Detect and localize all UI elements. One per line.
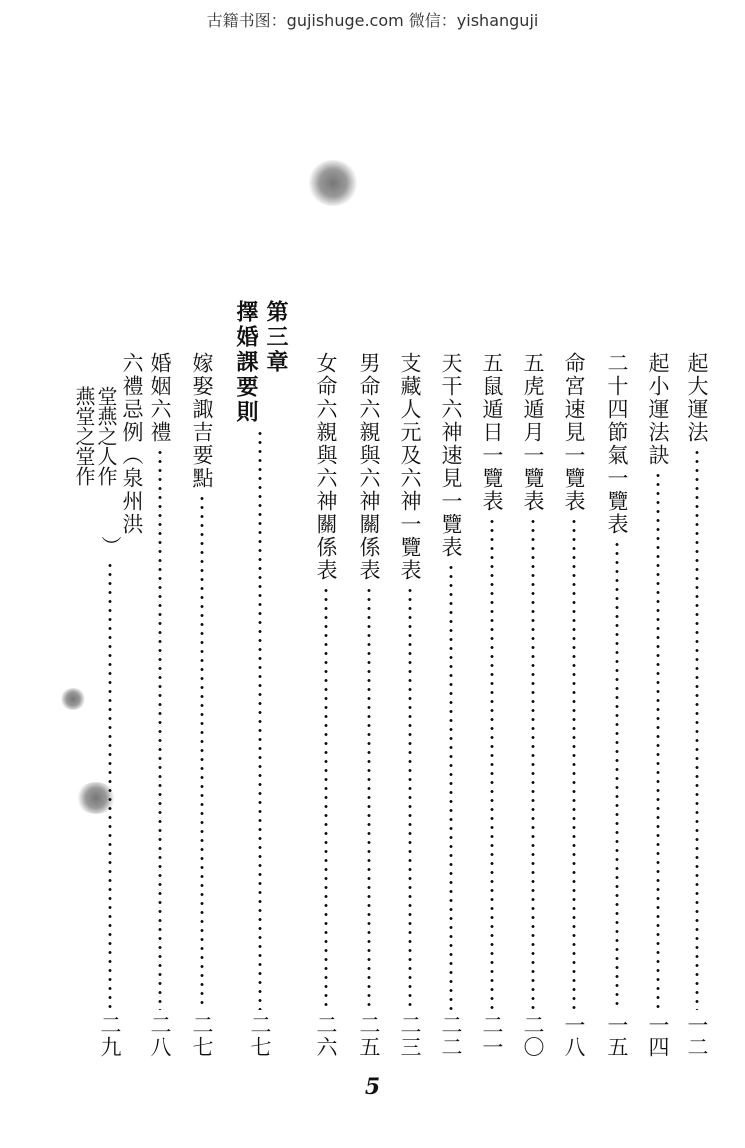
toc-entry[interactable] [309, 352, 343, 1058]
toc-entry-title: 五鼠遁日一覽表 [480, 352, 504, 513]
toc-entry[interactable] [680, 352, 714, 1058]
dot-leader [615, 540, 619, 1010]
toc-entry[interactable] [475, 352, 509, 1058]
toc-entry-title: 男命六親與六神關係表 [357, 352, 381, 582]
chapter-page: 二七 [248, 1014, 272, 1058]
toc-entry-page: 一五 [605, 1014, 629, 1058]
page-number: 5 [364, 1074, 381, 1100]
closing-paren: ） [98, 536, 122, 557]
toc-entry-title: 五虎遁月一覽表 [521, 352, 545, 513]
toc-entry[interactable] [72, 352, 144, 1058]
dot-leader [695, 448, 699, 1010]
dot-leader [324, 586, 328, 1010]
toc-entry-title: 命宮速見一覽表 [562, 352, 586, 513]
toc-entry-page: 二三 [398, 1014, 422, 1058]
toc-entry[interactable] [352, 352, 386, 1058]
annotation-right: 堂燕之人作 [94, 386, 118, 486]
watermark-text: 古籍书图：gujishuge.com 微信：yishanguji [206, 11, 539, 30]
toc-entry[interactable] [600, 352, 634, 1058]
dot-leader [200, 494, 204, 1010]
toc-entry-page: 二五 [357, 1014, 381, 1058]
toc-entry-page: 二六 [314, 1014, 338, 1058]
toc-entry-page: 二一 [480, 1014, 504, 1058]
toc-entry-annotation [73, 386, 117, 486]
dot-leader [449, 563, 453, 1010]
toc-entry-title-group [73, 352, 147, 536]
chapter-title [230, 300, 290, 425]
dot-leader [408, 586, 412, 1010]
toc-entry-page: 二二 [439, 1014, 463, 1058]
dot-leader [490, 517, 494, 1010]
toc-entry-page: 二七 [190, 1014, 214, 1058]
toc-entry-page: 一四 [646, 1014, 670, 1058]
toc-entry[interactable] [434, 352, 468, 1058]
toc-entry[interactable] [641, 352, 675, 1058]
dot-leader [158, 448, 162, 1010]
ink-smudge [60, 688, 86, 710]
toc-entry-title: 天干六神速見一覽表 [439, 352, 463, 559]
toc-entry-page: 一二 [685, 1014, 709, 1058]
dot-leader [531, 517, 535, 1010]
toc-entry[interactable] [393, 352, 427, 1058]
toc-entry[interactable] [185, 352, 219, 1058]
toc-entry-title: 二十四節氣一覽表 [605, 352, 629, 536]
chapter-heading[interactable] [233, 300, 288, 1058]
toc-entry-title: 女命六親與六神關係表 [314, 352, 338, 582]
annotation-left: 燕堂之堂作 [72, 386, 96, 486]
toc-entry-title: 婚姻六禮 [148, 352, 172, 444]
dot-leader [108, 561, 112, 1010]
toc-entry-page: 二九 [98, 1014, 122, 1058]
toc-entry-page: 一八 [562, 1014, 586, 1058]
dot-leader [258, 429, 262, 1010]
dot-leader [572, 517, 576, 1010]
toc-entry-title: 支藏人元及六神一覽表 [398, 352, 422, 582]
toc-entry-title: 六禮忌例（泉州洪 [120, 352, 144, 536]
toc-entry-title: 起小運法訣 [646, 352, 670, 467]
toc-entry[interactable] [516, 352, 550, 1058]
toc-entry[interactable] [557, 352, 591, 1058]
chapter-label: 第三章 [263, 300, 288, 375]
ink-smudge [308, 160, 358, 206]
toc-entry[interactable] [143, 352, 177, 1058]
dot-leader [656, 471, 660, 1010]
toc-entry-title: 嫁娶諏吉要點 [190, 352, 214, 490]
toc-entry-title: 起大運法 [685, 352, 709, 444]
chapter-name: 擇婚課要則 [233, 300, 258, 425]
toc-entry-page: 二八 [148, 1014, 172, 1058]
dot-leader [367, 586, 371, 1010]
toc-entry-page: 二〇 [521, 1014, 545, 1058]
